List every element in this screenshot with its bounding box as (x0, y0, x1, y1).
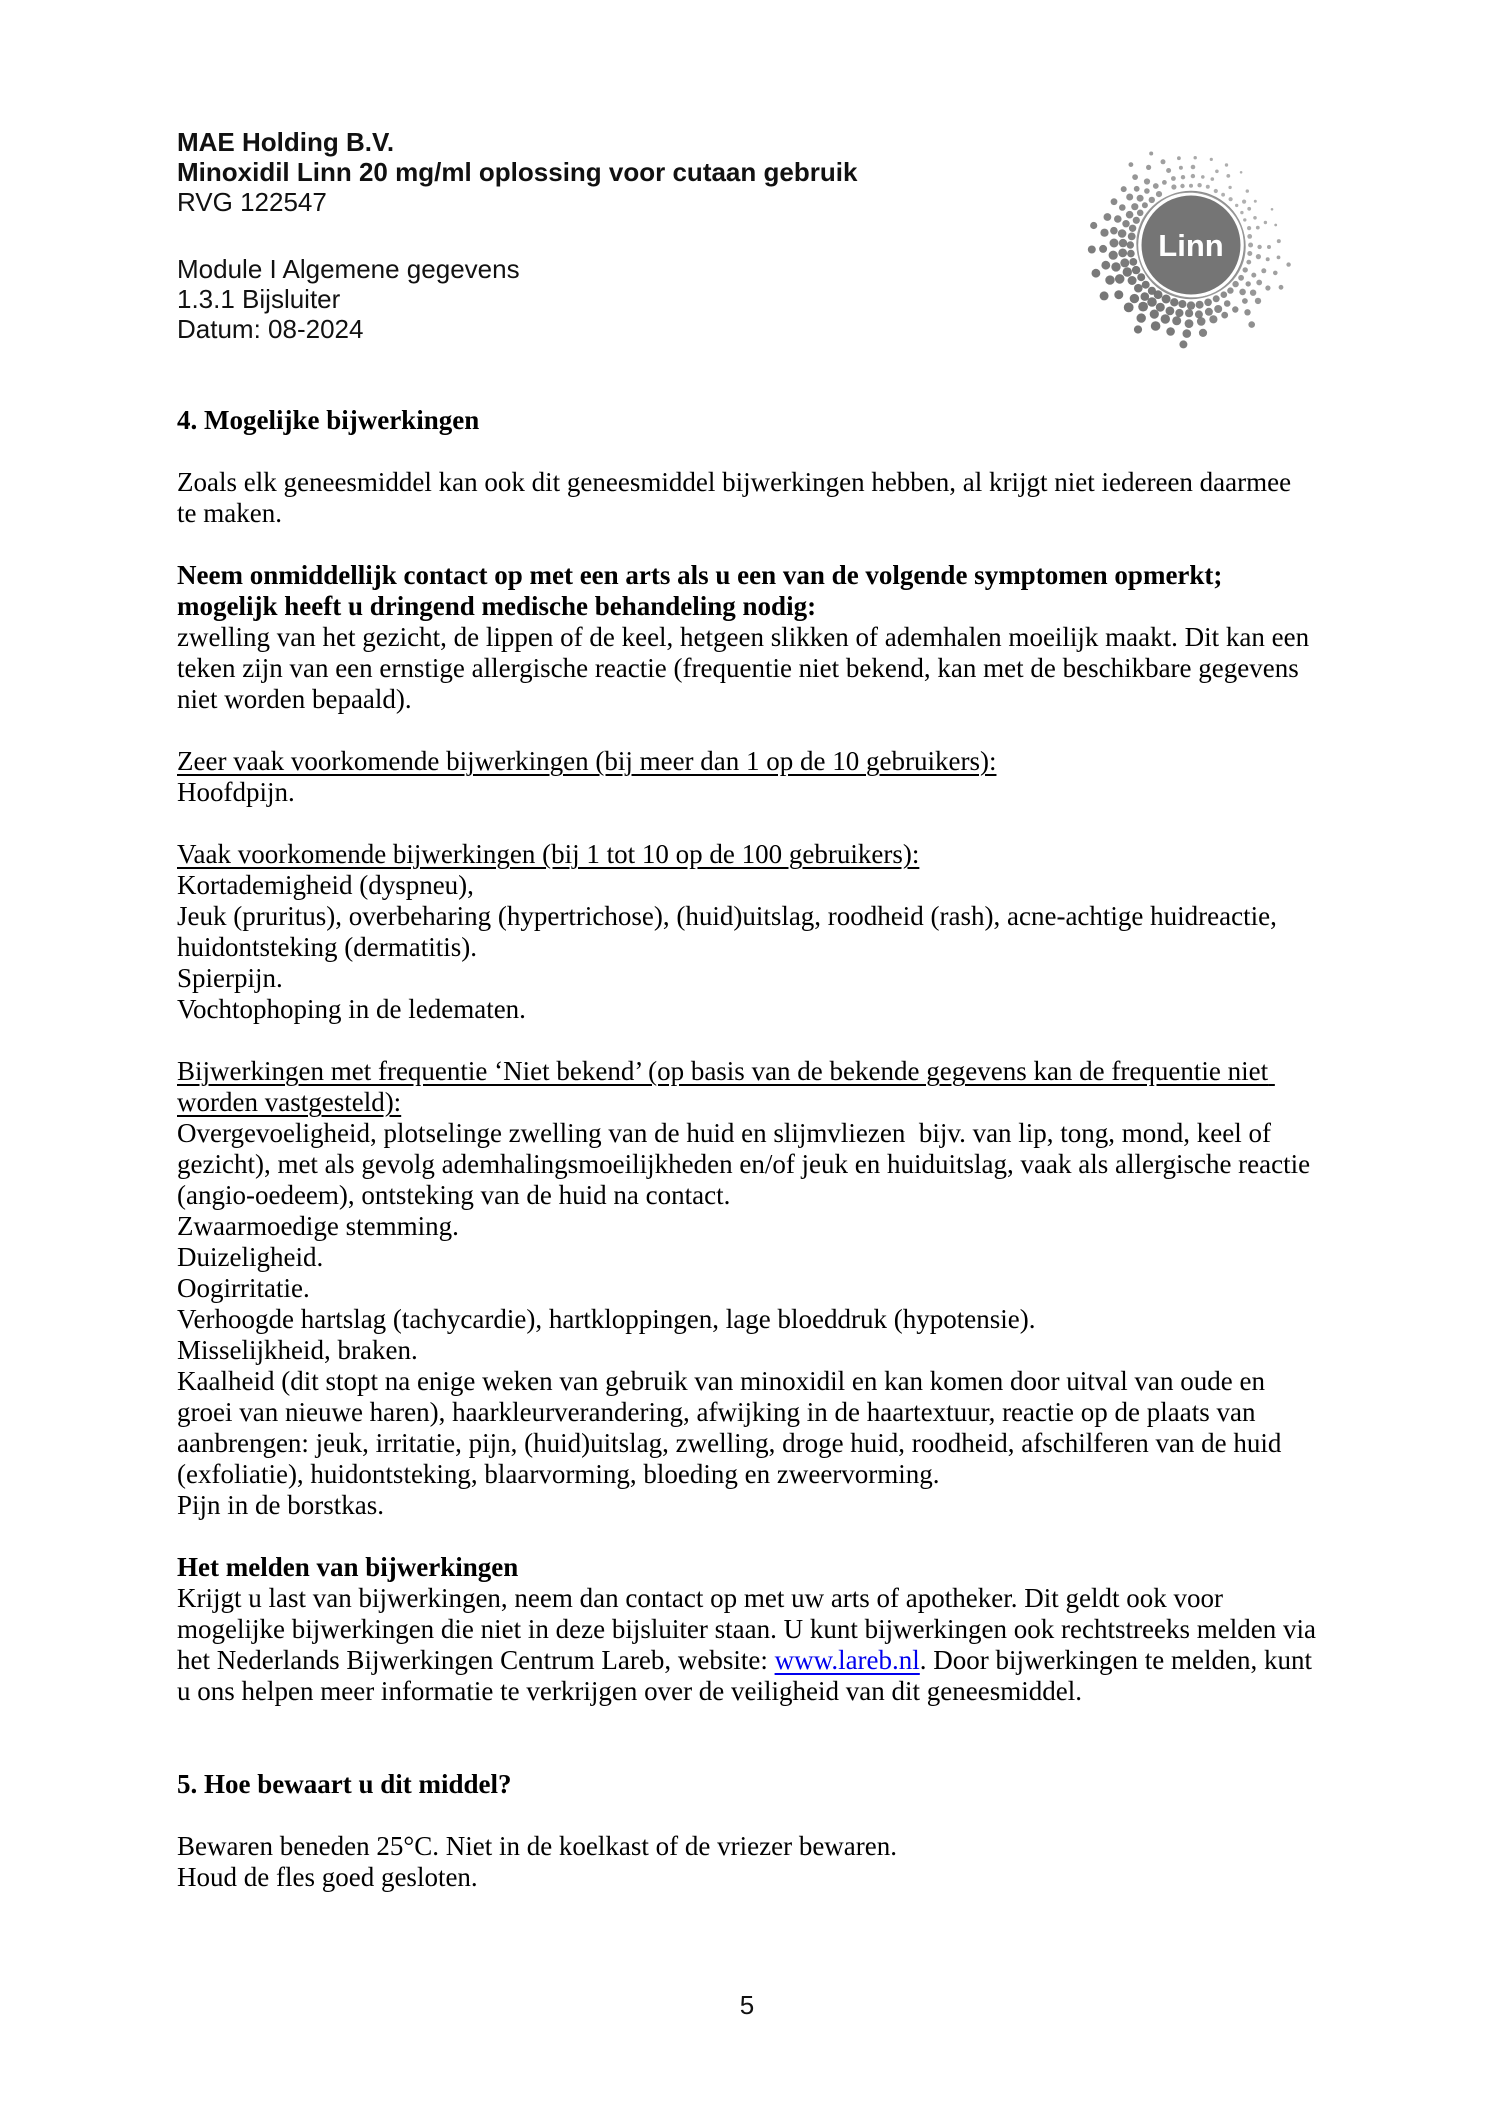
doc-type-line: 1.3.1 Bijsluiter (177, 284, 341, 314)
linn-logo-graphic (1063, 116, 1319, 372)
unknown-frequency-heading: Bijwerkingen met frequentie ‘Niet bekend’ (op basis van de bekende gegevens kan de frequentie niet worden vastgesteld): (177, 1056, 1275, 1117)
section-4-heading: 4. Mogelijke bijwerkingen (177, 405, 480, 435)
common-item: Spierpijn. (177, 963, 283, 993)
storage-instruction: Bewaren beneden 25°C. Niet in de koelkast of de vriezer bewaren. (177, 1831, 898, 1861)
spacer (177, 436, 1317, 467)
logo-wordmark: Linn (1158, 228, 1224, 263)
spacer (177, 1025, 1317, 1056)
spacer (177, 529, 1317, 560)
unknown-frequency-item: Kaalheid (dit stopt na enige weken van gebruik van minoxidil en kan komen door uitval van oude en groei van nieuwe haren), haarkleurverandering, afwijking in de haartextuur, reactie op de plaats van aanbrengen: jeuk, irritatie, pijn, (huid)uitslag, zwelling, droge huid, roodheid, afschilferen van de huid (exfoliatie), huidontsteking, blaarvorming, bloeding en zweervorming. (177, 1366, 1289, 1489)
spacer (177, 1707, 1317, 1769)
company-name: MAE Holding B.V. (177, 127, 395, 157)
unknown-frequency-item: Pijn in de borstkas. (177, 1490, 384, 1520)
unknown-frequency-item: Overgevoeligheid, plotselinge zwelling van de huid en slijmvliezen bijv. van lip, tong, mond, keel of gezicht), met als gevolg ademhalingsmoeilijkheden en/of jeuk en huiduitslag, vaak als allergische reactie (angio-oedeem), ontsteking van de huid na contact. (177, 1118, 1317, 1210)
reporting-heading: Het melden van bijwerkingen (177, 1552, 519, 1582)
spacer (177, 217, 857, 254)
common-item: Kortademigheid (dyspneu), (177, 870, 474, 900)
module-line: Module I Algemene gegevens (177, 254, 520, 284)
product-title: Minoxidil Linn 20 mg/ml oplossing voor cutaan gebruik (177, 157, 858, 187)
reporting-paragraph (177, 1583, 1323, 1707)
common-item: Jeuk (pruritus), overbeharing (hypertrichose), (huid)uitslag, roodheid (rash), acne-achtige huidreactie, huidontsteking (dermatitis). (177, 901, 1284, 962)
footer (0, 1990, 1494, 2021)
unknown-frequency-item: Duizeligheid. (177, 1242, 324, 1272)
reporting-text-after: . Door bijwerkingen te melden, kunt u ons helpen meer informatie te verkrijgen over de veiligheid van dit geneesmiddel. (177, 1645, 1319, 1706)
rvg-number: RVG 122547 (177, 187, 327, 217)
unknown-frequency-item: Zwaarmoedige stemming. (177, 1211, 459, 1241)
unknown-frequency-item: Oogirritatie. (177, 1273, 310, 1303)
unknown-frequency-item: Verhoogde hartslag (tachycardie), hartkloppingen, lage bloeddruk (hypotensie). (177, 1304, 1036, 1334)
storage-instruction: Houd de fles goed gesloten. (177, 1862, 478, 1892)
spacer (177, 1800, 1317, 1831)
section-5-heading: 5. Hoe bewaart u dit middel? (177, 1769, 512, 1799)
linn-logo (1063, 116, 1319, 372)
document-header (177, 127, 857, 344)
spacer (177, 1521, 1317, 1552)
spacer (177, 808, 1317, 839)
very-common-heading: Zeer vaak voorkomende bijwerkingen (bij meer dan 1 op de 10 gebruikers): (177, 746, 997, 776)
common-item: Vochtophoping in de ledematen. (177, 994, 526, 1024)
common-heading: Vaak voorkomende bijwerkingen (bij 1 tot 10 op de 100 gebruikers): (177, 839, 920, 869)
document-body (177, 405, 1323, 1893)
very-common-item: Hoofdpijn. (177, 777, 295, 807)
intro-paragraph: Zoals elk geneesmiddel kan ook dit geneesmiddel bijwerkingen hebben, al krijgt niet iedereen daarmee te maken. (177, 467, 1298, 528)
date-line: Datum: 08-2024 (177, 314, 364, 344)
reporting-text-before: Krijgt u last van bijwerkingen, neem dan contact op met uw arts of apotheker. Dit geldt ook voor mogelijke bijwerkingen die niet in deze bijsluiter staan. U kunt bijwerkingen ook rechtstreeks melden via het Nederlands Bijwerkingen Centrum Lareb, website: (177, 1583, 1323, 1675)
urgent-warning-heading: Neem onmiddellijk contact op met een arts als u een van de volgende symptomen opmerkt; mogelijk heeft u dringend medische behandeling nodig: (177, 560, 1230, 621)
spacer (177, 715, 1317, 746)
urgent-warning-text: zwelling van het gezicht, de lippen of de keel, hetgeen slikken of ademhalen moeilijk maakt. Dit kan een teken zijn van een ernstige allergische reactie (frequentie niet bekend, kan met de beschikbare gegevens niet worden bepaald). (177, 622, 1316, 714)
page-number: 5 (739, 1990, 755, 2020)
lareb-link[interactable]: www.lareb.nl (774, 1645, 920, 1675)
unknown-frequency-item: Misselijkheid, braken. (177, 1335, 418, 1365)
